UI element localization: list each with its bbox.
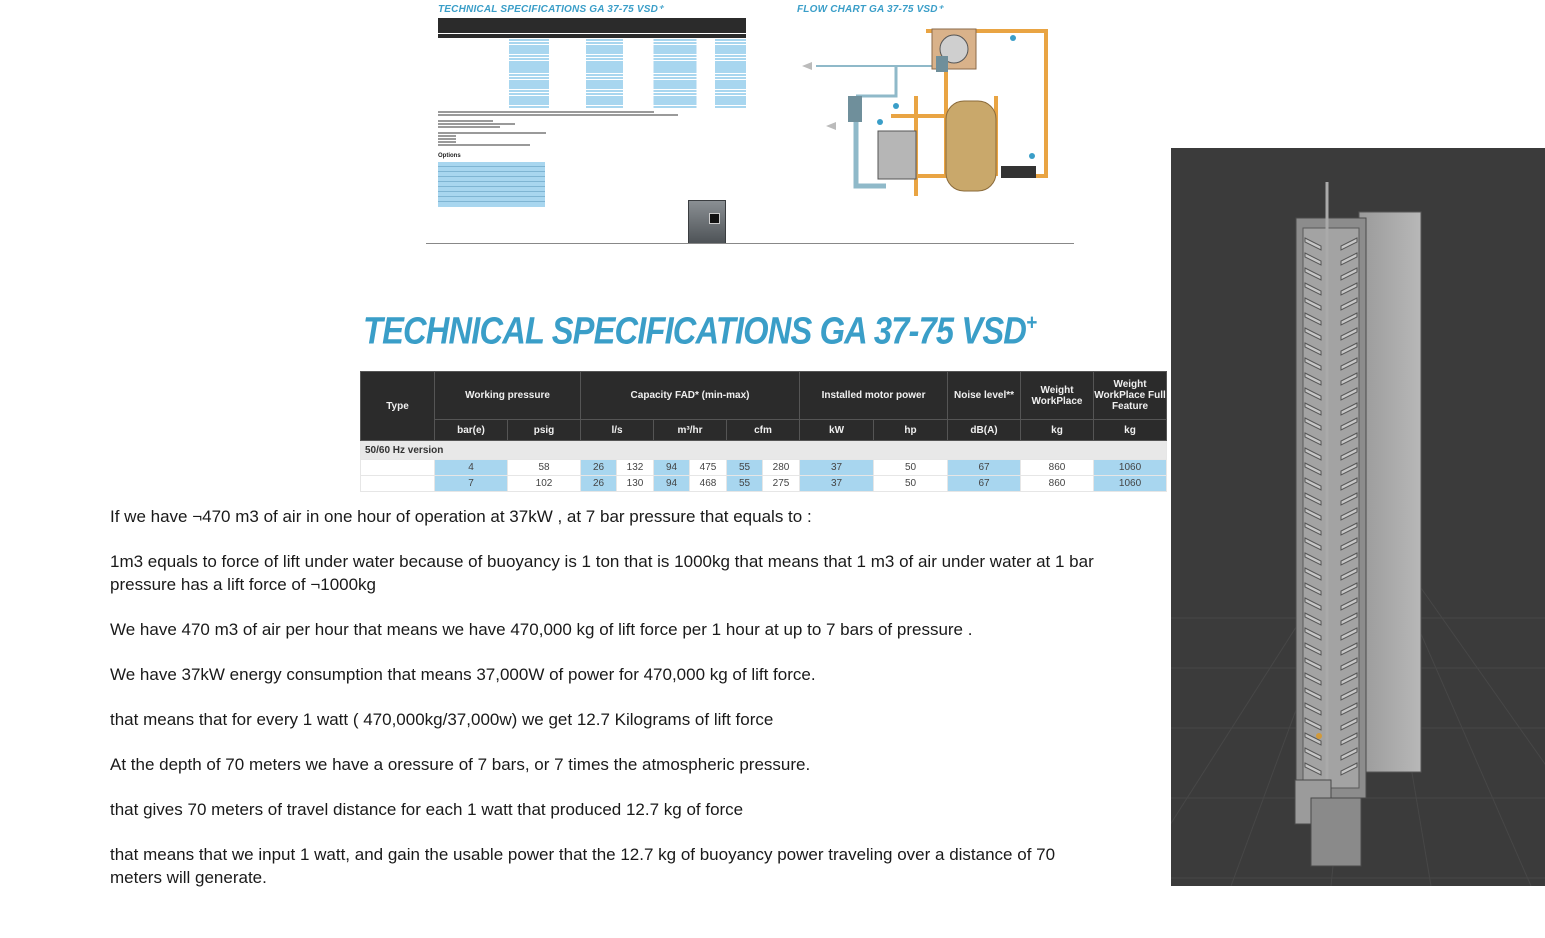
table-cell: 475 — [690, 460, 727, 476]
table-cell: 94 — [654, 460, 690, 476]
table-cell: 55 — [727, 476, 763, 492]
table-cell: 55 — [727, 460, 763, 476]
table-cell: 26 — [581, 460, 617, 476]
table-cell: 67 — [948, 476, 1021, 492]
header-type: Type — [361, 372, 435, 441]
unit-header: m³/hr — [654, 420, 727, 441]
paragraph: We have 37kW energy consumption that means 37,000W of power for 470,000 kg of lift force. — [110, 665, 816, 684]
flow-chart-diagram — [796, 26, 1058, 204]
paragraph: that means that we input 1 watt, and gain the usable power that the 12.7 kg of buoyancy power traveling over a distance of 70 meters will generate. — [110, 845, 1056, 887]
unit-header: dB(A) — [948, 420, 1021, 441]
table-cell: 1060 — [1094, 476, 1167, 492]
header-working-pressure: Working pressure — [435, 372, 581, 420]
mini-options-label: Options — [438, 153, 461, 159]
table-cell: 275 — [763, 476, 800, 492]
table-cell: 50 — [874, 476, 948, 492]
table-cell: 468 — [690, 476, 727, 492]
unit-header: l/s — [581, 420, 654, 441]
calculation-text — [110, 505, 1110, 911]
model-back-panel — [1359, 212, 1421, 772]
table-row — [361, 476, 1167, 492]
mini-spec-title: TECHNICAL SPECIFICATIONS GA 37-75 VSD⁺ — [438, 4, 664, 15]
table-cell: 860 — [1021, 476, 1094, 492]
paragraph: At the depth of 70 meters we have a oressure of 7 bars, or 7 times the atmospheric pressure. — [110, 755, 811, 774]
paragraph: We have 470 m3 of air per hour that means we have 470,000 kg of lift force per 1 hour at up to 7 bars of pressure . — [110, 620, 973, 639]
table-row — [361, 460, 1167, 476]
table-cell: 1060 — [1094, 460, 1167, 476]
table-cell: 37 — [800, 476, 874, 492]
unit-header: bar(e) — [435, 420, 508, 441]
paragraph: that gives 70 meters of travel distance for each 1 watt that produced 12.7 kg of force — [110, 800, 744, 819]
divider-line — [426, 243, 1074, 244]
mini-spec-table — [438, 18, 746, 146]
table-cell: 58 — [508, 460, 581, 476]
unit-header: kg — [1094, 420, 1167, 441]
brochure-thumbnail — [426, 0, 1074, 246]
table-cell: 26 — [581, 476, 617, 492]
paragraph: that means that for every 1 watt ( 470,000kg/37,000w) we get 12.7 Kilograms of lift force — [110, 710, 774, 729]
unit-header: hp — [874, 420, 948, 441]
header-weight-ff: Weight WorkPlace Full Feature — [1094, 372, 1167, 420]
unit-header: psig — [508, 420, 581, 441]
table-cell: 67 — [948, 460, 1021, 476]
compressor-unit-image — [688, 200, 726, 244]
table-cell: 130 — [617, 476, 654, 492]
table-cell: 94 — [654, 476, 690, 492]
spec-table — [360, 371, 1167, 492]
table-cell: 37 — [800, 460, 874, 476]
table-cell: 102 — [508, 476, 581, 492]
table-cell: 4 — [435, 460, 508, 476]
mini-options-table — [438, 162, 545, 207]
paragraph: 1m3 equals to force of lift under water because of buoyancy is 1 ton that is 1000kg that means that 1 m3 of air under water at 1 bar pressure has a lift force of ¬1000kg — [110, 552, 1094, 594]
table-cell: 280 — [763, 460, 800, 476]
header-noise: Noise level** — [948, 372, 1021, 420]
3d-viewport[interactable] — [1171, 148, 1545, 886]
mini-flow-title: FLOW CHART GA 37-75 VSD⁺ — [797, 4, 944, 15]
header-weight: Weight WorkPlace — [1021, 372, 1094, 420]
header-capacity: Capacity FAD* (min-max) — [581, 372, 800, 420]
table-cell: 50 — [874, 460, 948, 476]
spec-title — [363, 310, 1036, 354]
table-cell: 132 — [617, 460, 654, 476]
header-motor-power: Installed motor power — [800, 372, 948, 420]
3d-model-render — [1171, 148, 1545, 886]
paragraph: If we have ¬470 m3 of air in one hour of operation at 37kW , at 7 bar pressure that equals to : — [110, 507, 812, 526]
table-cell: 860 — [1021, 460, 1094, 476]
unit-header: kW — [800, 420, 874, 441]
unit-header: kg — [1021, 420, 1094, 441]
spec-title-sup: + — [1026, 310, 1037, 335]
spec-title-text: TECHNICAL SPECIFICATIONS GA 37-75 VSD — [363, 310, 1027, 353]
unit-header: cfm — [727, 420, 800, 441]
version-row: 50/60 Hz version — [361, 441, 1167, 460]
table-cell: 7 — [435, 476, 508, 492]
